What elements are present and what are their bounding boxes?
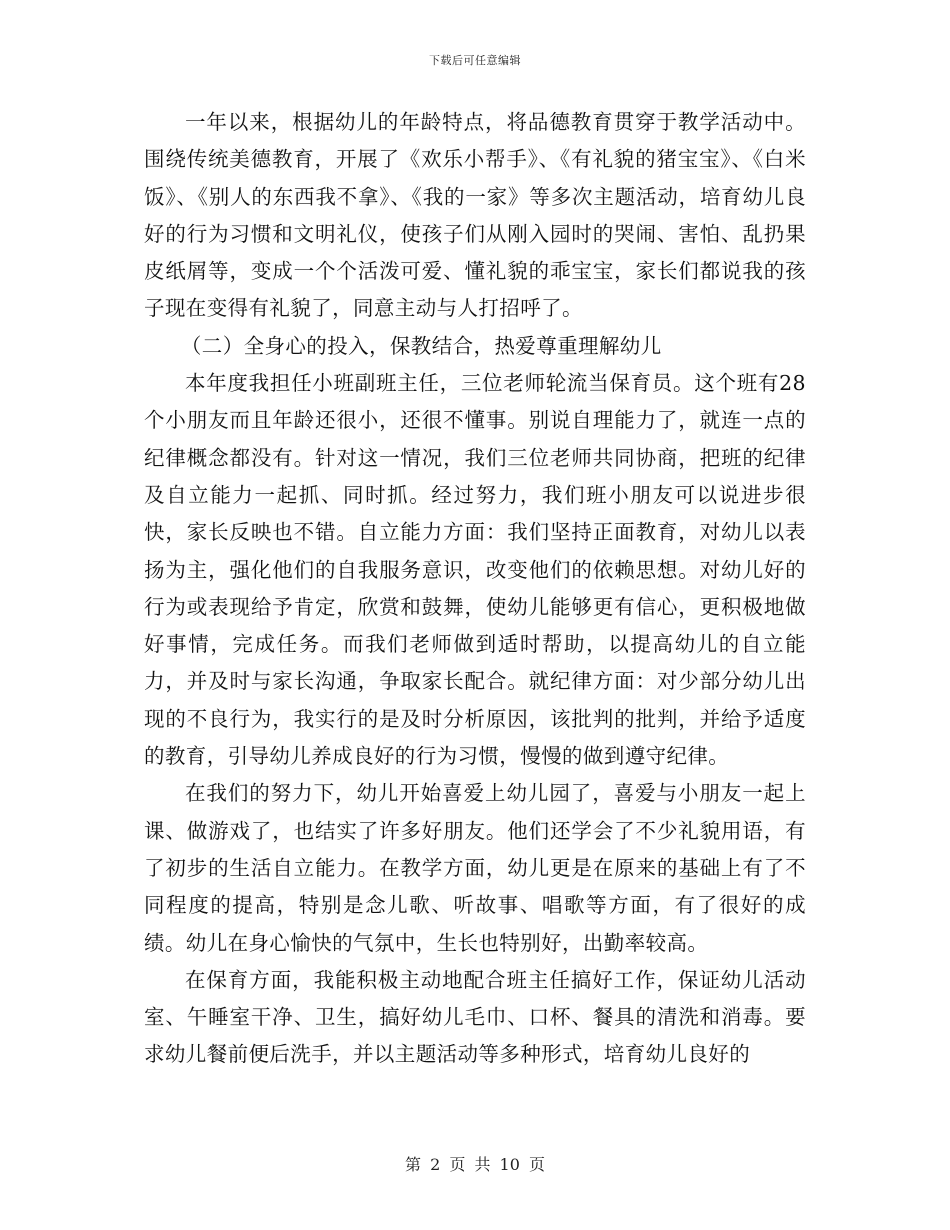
page-header: 下载后可任意编辑	[429, 54, 521, 67]
paragraph-moral-education: 一年以来，根据幼儿的年龄特点，将品德教育贯穿于教学活动中。围绕传统美德教育，开展了《欢乐小帮手》、《有礼貌的猪宝宝》、《白米饭》、《别人的东西我不拿》、《我的一家》等多次主题活动，培育幼儿良好的行为习惯和文明礼仪，使孩子们从刚入园时的哭闹、害怕、乱扔果皮纸屑等，变成一个个活泼可爱、懂礼貌的乖宝宝，家长们都说我的孩子现在变得有礼貌了，同意主动与人打招呼了。	[144, 110, 806, 321]
page-number: 第 2 页 共 10 页	[405, 1155, 545, 1174]
paragraph-care: 在保育方面，我能积极主动地配合班主任搞好工作，保证幼儿活动室、午睡室干净、卫生，搞好幼儿毛巾、口杯、餐具的清洗和消毒。要求幼儿餐前便后洗手，并以主题活动等多种形式，培育幼儿良好的	[144, 967, 806, 1067]
section-heading: （二）全身心的投入，保教结合，热爱尊重理解幼儿	[180, 333, 662, 358]
paragraph-progress: 在我们的努力下，幼儿开始喜爱上幼儿园了，喜爱与小朋友一起上课、做游戏了，也结实了许多好朋友。他们还学会了不少礼貌用语，有了初步的生活自立能力。在教学方面，幼儿更是在原来的基础上有了不同程度的提高，特别是念儿歌、听故事、唱歌等方面，有了很好的成绩。幼儿在身心愉快的气氛中，生长也特别好，出勤率较高。	[144, 781, 806, 955]
paragraph-class-management: 本年度我担任小班副班主任，三位老师轮流当保育员。这个班有28个小朋友而且年龄还很小，还很不懂事。别说自理能力了，就连一点的纪律概念都没有。针对这一情况，我们三位老师共同协商，把班的纪律及自立能力一起抓、同时抓。经过努力，我们班小朋友可以说进步很快，家长反映也不错。自立能力方面：我们坚持正面教育，对幼儿以表扬为主，强化他们的自我服务意识，改变他们的依赖思想。对幼儿好的行为或表现给予肯定，欣赏和鼓舞，使幼儿能够更有信心，更积极地做好事情，完成任务。而我们老师做到适时帮助，以提高幼儿的自立能力，并及时与家长沟通，争取家长配合。就纪律方面：对少部分幼儿出现的不良行为，我实行的是及时分析原因，该批判的批判，并给予适度的教育，引导幼儿养成良好的行为习惯，慢慢的做到遵守纪律。	[144, 371, 806, 769]
document-body	[144, 104, 806, 1074]
